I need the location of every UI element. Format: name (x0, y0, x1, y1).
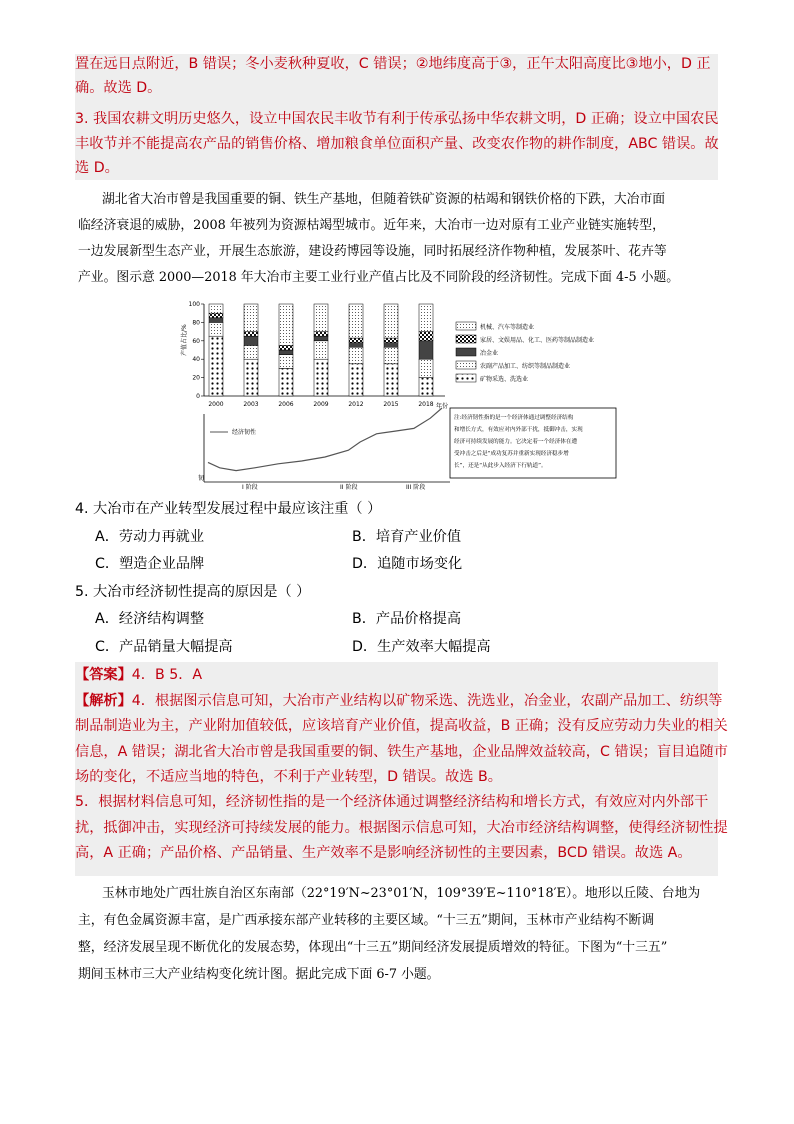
analysis-line: 信息，A 错误；湖北省大冶市曾是我国重要的铜、铁生产基地，企业品牌效益较高，C 错误；盲目追随市 (75, 744, 728, 760)
material-line: 湖北省大冶市曾是我国重要的铜、铁生产基地，但随着铁矿资源的枯竭和钢铁价格的下跌，大冶市面 (102, 192, 666, 207)
q4-option-b[interactable]: B．培育产业价值 (352, 529, 462, 545)
q4-option-d[interactable]: D．追随市场变化 (352, 556, 463, 572)
bar-segment (209, 336, 223, 396)
y-tick-label: 20 (192, 374, 200, 382)
bar-segment (419, 332, 433, 341)
x-tick-label: 2015 (383, 401, 399, 408)
industry-resilience-figure (180, 296, 640, 496)
q4-option-c[interactable]: C．塑造企业品牌 (95, 556, 205, 572)
resilience-line (208, 408, 442, 471)
x-tick-label: 2009 (313, 401, 329, 408)
bar-segment (209, 304, 223, 313)
bar-segment (279, 304, 293, 345)
note-line: 长”，还是“从此步入经济下行轨道”。 (454, 463, 547, 469)
answer-line: 确。故选 D。 (75, 80, 162, 96)
material-line: 主，有色金属资源丰富，是广西承接东部产业转移的主要区域。“十三五”期间，玉林市产业结构不断调 (78, 913, 655, 928)
analysis-line: 扰，抵御冲击，实现经济可持续发展的能力。根据图示信息可知，大冶市经济结构调整，使得经济韧性提 (75, 820, 728, 836)
bar-segment (279, 345, 293, 350)
analysis-line: 5．根据材料信息可知，经济韧性指的是一个经济体通过调整经济结构和增长方式，有效应对内外部干 (75, 794, 709, 810)
bar-segment (244, 332, 258, 337)
bar-segment (244, 336, 258, 345)
answer-text: 4．B 5．A (131, 667, 203, 683)
bar-segment (244, 359, 258, 396)
bar-segment (314, 359, 328, 396)
bar-segment (384, 347, 398, 364)
bar-segment (349, 347, 363, 364)
bar-segment (419, 359, 433, 377)
x-tick-label: 2012 (348, 401, 364, 408)
bar-segment (384, 364, 398, 396)
bar-segment (209, 318, 223, 323)
y-tick-label: 100 (188, 301, 200, 308)
x-tick-label: 2018 (418, 401, 434, 408)
q5-option-d[interactable]: D．生产效率大幅提高 (352, 639, 491, 655)
y-tick-label: 0 (196, 393, 200, 400)
answer-row (75, 665, 718, 685)
material-line: 临经济衰退的威胁，2008 年被列为资源枯竭型城市。近年来，大冶市一边对原有工业产业链实施转型， (78, 218, 665, 233)
bar-segment (279, 355, 293, 369)
material-line: 玉林市地处广西壮族自治区东南部（22°19′N~23°01′N，109°39′E~110°18′E）。地形以丘陵、台地为 (102, 886, 701, 901)
analysis-line: 制品制造业为主，产业附加值较低，应该培育产业价值，提高收益，B 正确；没有反应劳动力失业的相关 (75, 718, 728, 734)
q5-option-c[interactable]: C．产品销量大幅提高 (95, 639, 233, 655)
y-tick-label: 40 (192, 356, 200, 364)
note-line: 和增长方式，有效应对内外部干扰，抵御冲击，实现 (454, 427, 583, 433)
q4-option-a[interactable]: A．劳动力再就业 (95, 529, 205, 545)
answer-tag: 【答案】 (75, 667, 132, 683)
q5-option-a[interactable]: A．经济结构调整 (95, 611, 205, 627)
legend-label: 机械、汽车等制造业 (480, 324, 535, 331)
x-tick-label: 2006 (278, 401, 294, 408)
bar-segment (279, 368, 293, 396)
question-4-stem: 4. 大冶市在产业转型发展过程中最应该注重（ ） (75, 501, 382, 517)
note-line: 经济可持续发展的能力。它决定着一个经济体在遭 (454, 439, 578, 445)
bar-segment (244, 304, 258, 332)
bar-segment (349, 343, 363, 348)
bar-segment (314, 304, 328, 332)
note-line: 注:经济韧性指的是一个经济体通过调整经济结构 (454, 415, 574, 421)
bar-segment (384, 304, 398, 338)
legend-label: 农副产品加工、纺织等制品制造业 (480, 363, 571, 370)
material-line: 整，经济发展呈现不断优化的发展态势，体现出“十三五”期间经济发展提质增效的特征。下图为“十三五” (78, 940, 668, 955)
analysis-line: 高，A 正确；产品价格、产品销量、生产效率不是影响经济韧性的主要因素，BCD 错误。故选 A。 (75, 845, 692, 861)
answer-line: 3. 我国农耕文明历史悠久，设立中国农民丰收节有利于传承弘扬中华农耕文明，D 正确；设立中国农民 (75, 111, 719, 127)
bar-segment (419, 304, 433, 332)
material-line: 期间玉林市三大产业结构变化统计图。据此完成下面 6-7 小题。 (78, 967, 440, 982)
bar-segment (279, 350, 293, 355)
answer-analysis-block (75, 662, 728, 876)
material-line: 产业。图示意 2000—2018 年大冶市主要工业行业产值占比及不同阶段的经济韧性。完成下面 4-5 小题。 (78, 270, 680, 285)
legend (456, 322, 594, 383)
stage-label: III 阶段 (406, 484, 426, 491)
material-line: 一边发展新型生态产业，开展生态旅游，建设药博园等设施，同时拓展经济作物种植，发展茶叶、花卉等 (78, 244, 667, 259)
question-5-stem: 5. 大冶市经济韧性提高的原因是（ ） (75, 584, 311, 600)
x-tick-label: 2003 (243, 401, 259, 408)
bar-segment (314, 336, 328, 341)
bar-segment (209, 313, 223, 318)
bar-segment (419, 341, 433, 359)
resilience-axes (204, 414, 450, 482)
stage-label: II 阶段 (340, 484, 358, 491)
bar-segment (314, 332, 328, 337)
bar-segment (419, 378, 433, 396)
bar-segment (244, 345, 258, 359)
note-line: 受冲击之后是“成功复苏并重新实现经济稳步增 (454, 451, 569, 457)
analysis-line: 场的变化，不适应当地的特色，不利于产业转型，D 错误。故选 B。 (75, 769, 502, 785)
analysis-line: 4．根据图示信息可知，大冶市产业结构以矿物采选、洗选业，冶金业，农副产品加工、纺织等 (131, 693, 723, 709)
stage-label: I 阶段 (242, 484, 258, 491)
resilience-legend-label: 经济韧性 (232, 429, 257, 436)
x-axis-label: 年份 (436, 403, 449, 410)
legend-label: 矿物采选、洗选业 (480, 376, 529, 383)
analysis-tag: 【解析】 (75, 693, 132, 709)
q5-option-b[interactable]: B．产品价格提高 (352, 611, 462, 627)
bar-segment (349, 364, 363, 396)
bar-segment (384, 338, 398, 343)
answer-line: 丰收节并不能提高农产品的销售价格、增加粮食单位面积产量、改变农作物的耕作制度，ABC 错误。故 (75, 136, 719, 152)
resilience-axis-label: 韧 (198, 475, 205, 482)
bar-segment (349, 304, 363, 338)
bar-segment (349, 338, 363, 343)
answer-line: 选 D。 (75, 160, 119, 176)
bar-segment (384, 343, 398, 348)
legend-label: 家居、文娱用品、化工、医药等制品制造业 (480, 337, 595, 344)
legend-label: 冶金业 (480, 350, 499, 357)
answer-line: 置在远日点附近，B 错误；冬小麦秋种夏收，C 错误；②地纬度高于③，正午太阳高度比③地小，D 正 (75, 56, 711, 72)
y-tick-label: 60 (192, 337, 200, 345)
y-tick-label: 80 (192, 319, 200, 327)
bar-segment (314, 341, 328, 359)
x-tick-label: 2000 (208, 401, 224, 408)
analysis-row (75, 691, 723, 711)
bar-segment (209, 322, 223, 336)
y-axis-label: 产值占比/% (181, 324, 188, 356)
answer-continuation-block (75, 54, 718, 180)
